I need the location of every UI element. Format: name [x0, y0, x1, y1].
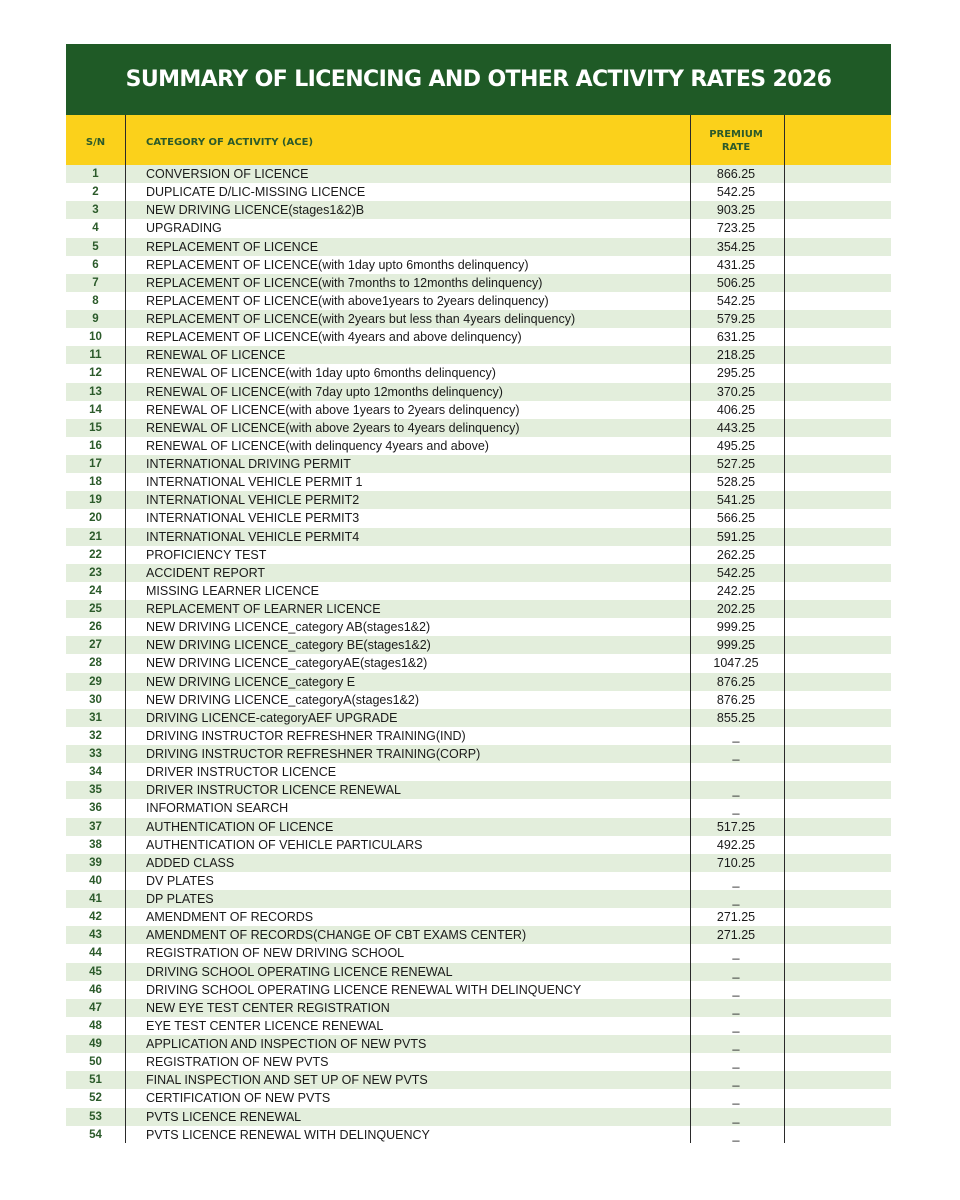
- row-category: AUTHENTICATION OF VEHICLE PARTICULARS: [146, 837, 423, 852]
- row-rate: _: [732, 801, 740, 816]
- row-rate: 354.25: [716, 239, 756, 254]
- row-sn: 3: [92, 204, 99, 217]
- row-category: NEW DRIVING LICENCE_categoryAE(stages1&2): [146, 656, 428, 671]
- row-sn: 25: [89, 603, 102, 616]
- row-category: AMENDMENT OF RECORDS: [146, 910, 314, 925]
- row-sn: 50: [89, 1056, 102, 1069]
- row-sn: 52: [89, 1092, 102, 1105]
- row-rate: _: [732, 1109, 740, 1124]
- row-sn: 23: [89, 566, 102, 579]
- row-sn: 53: [89, 1110, 102, 1123]
- table-row: [66, 564, 891, 582]
- header-rate-line2: RATE: [721, 142, 751, 153]
- table-row: [66, 383, 891, 401]
- row-sn: 54: [89, 1128, 102, 1141]
- row-sn: 5: [92, 240, 99, 253]
- row-sn: 22: [89, 548, 102, 561]
- row-sn: 6: [92, 258, 99, 271]
- row-sn: 33: [89, 748, 102, 761]
- row-rate: _: [732, 946, 740, 961]
- row-category: RENEWAL OF LICENCE: [146, 348, 286, 363]
- row-sn: 48: [89, 1019, 102, 1032]
- row-sn: 28: [89, 657, 102, 670]
- row-sn: 21: [89, 530, 102, 543]
- header-premium-rate: [691, 128, 781, 154]
- row-rate: 542.25: [716, 565, 756, 580]
- row-sn: 4: [92, 222, 99, 235]
- table-row: [66, 1071, 891, 1089]
- row-category: REPLACEMENT OF LICENCE(with 7months to 12months delinquency): [146, 275, 543, 290]
- row-sn: 24: [89, 584, 102, 597]
- row-rate: _: [732, 1037, 740, 1052]
- table-row: [66, 618, 891, 636]
- row-sn: 49: [89, 1038, 102, 1051]
- row-category: APPLICATION AND INSPECTION OF NEW PVTS: [146, 1037, 427, 1052]
- table-row: [66, 1108, 891, 1126]
- row-category: FINAL INSPECTION AND SET UP OF NEW PVTS: [146, 1073, 428, 1088]
- table-row: [66, 763, 891, 781]
- table-body: [66, 165, 891, 1144]
- column-divider-sn: [125, 115, 126, 1143]
- row-category: EYE TEST CENTER LICENCE RENEWAL: [146, 1018, 384, 1033]
- table-row: [66, 582, 891, 600]
- row-rate: 370.25: [716, 384, 756, 399]
- row-category: NEW DRIVING LICENCE_category AB(stages1&2): [146, 620, 431, 635]
- row-sn: 37: [89, 820, 102, 833]
- row-sn: 44: [89, 947, 102, 960]
- row-category: CONVERSION OF LICENCE: [146, 167, 309, 182]
- row-rate: _: [732, 1091, 740, 1106]
- table-row: [66, 346, 891, 364]
- row-rate: 1047.25: [713, 656, 759, 671]
- row-category: DV PLATES: [146, 873, 214, 888]
- row-sn: 39: [89, 856, 102, 869]
- row-rate: 295.25: [716, 366, 756, 381]
- row-category: NEW DRIVING LICENCE_category BE(stages1&2): [146, 638, 431, 653]
- row-sn: 31: [89, 711, 102, 724]
- row-sn: 2: [92, 186, 99, 199]
- row-rate: 218.25: [716, 348, 756, 363]
- header-sn: S/N: [85, 137, 106, 148]
- rates-sheet: [66, 44, 891, 1144]
- table-row: [66, 999, 891, 1017]
- row-category: RENEWAL OF LICENCE(with delinquency 4years and above): [146, 438, 489, 453]
- table-row: [66, 908, 891, 926]
- row-sn: 42: [89, 911, 102, 924]
- row-rate: 855.25: [716, 710, 756, 725]
- header-category: CATEGORY OF ACTIVITY (ACE): [146, 137, 314, 148]
- row-sn: 11: [89, 349, 102, 362]
- table-row: [66, 491, 891, 509]
- table-row: [66, 890, 891, 908]
- row-category: INTERNATIONAL DRIVING PERMIT: [146, 457, 351, 472]
- table-row: [66, 981, 891, 999]
- row-sn: 9: [92, 313, 99, 326]
- row-category: CERTIFICATION OF NEW PVTS: [146, 1091, 331, 1106]
- row-category: REPLACEMENT OF LEARNER LICENCE: [146, 602, 381, 617]
- title-bar: [66, 44, 891, 115]
- table-row: [66, 727, 891, 745]
- row-category: RENEWAL OF LICENCE(with 7day upto 12months delinquency): [146, 384, 503, 399]
- row-sn: 17: [89, 458, 102, 471]
- table-header: [66, 115, 891, 165]
- row-rate: 591.25: [716, 529, 756, 544]
- table-row: [66, 437, 891, 455]
- row-category: REGISTRATION OF NEW DRIVING SCHOOL: [146, 946, 405, 961]
- row-rate: _: [732, 892, 740, 907]
- row-rate: 903.25: [716, 203, 756, 218]
- table-row: [66, 818, 891, 836]
- table-row: [66, 654, 891, 672]
- row-category: NEW DRIVING LICENCE_categoryA(stages1&2): [146, 692, 420, 707]
- row-sn: 43: [89, 929, 102, 942]
- table-row: [66, 274, 891, 292]
- table-row: [66, 963, 891, 981]
- row-sn: 7: [92, 276, 99, 289]
- page-title: SUMMARY OF LICENCING AND OTHER ACTIVITY RATES 2026: [125, 67, 832, 92]
- row-sn: 47: [89, 1001, 102, 1014]
- table-row: [66, 854, 891, 872]
- row-rate: _: [732, 873, 740, 888]
- row-category: INTERNATIONAL VEHICLE PERMIT3: [146, 511, 360, 526]
- row-rate: _: [732, 1018, 740, 1033]
- row-rate: 528.25: [716, 475, 756, 490]
- table-row: [66, 1126, 891, 1144]
- row-category: DRIVER INSTRUCTOR LICENCE RENEWAL: [146, 783, 401, 798]
- row-sn: 32: [89, 729, 102, 742]
- row-category: NEW DRIVING LICENCE(stages1&2)B: [146, 203, 365, 218]
- table-row: [66, 292, 891, 310]
- row-sn: 14: [89, 403, 102, 416]
- row-rate: 443.25: [716, 420, 756, 435]
- row-category: INTERNATIONAL VEHICLE PERMIT 1: [146, 475, 363, 490]
- table-row: [66, 183, 891, 201]
- row-category: RENEWAL OF LICENCE(with above 1years to 2years delinquency): [146, 402, 520, 417]
- table-row: [66, 546, 891, 564]
- row-category: DRIVING SCHOOL OPERATING LICENCE RENEWAL: [146, 964, 453, 979]
- row-rate: 876.25: [716, 692, 756, 707]
- table-row: [66, 528, 891, 546]
- row-rate: 527.25: [716, 457, 756, 472]
- row-category: DRIVING LICENCE-categoryAEF UPGRADE: [146, 710, 398, 725]
- row-sn: 18: [89, 476, 102, 489]
- row-sn: 34: [89, 766, 102, 779]
- table-row: [66, 256, 891, 274]
- row-rate: _: [732, 982, 740, 997]
- row-sn: 26: [89, 621, 102, 634]
- row-category: DRIVING INSTRUCTOR REFRESHNER TRAINING(CORP): [146, 747, 481, 762]
- row-rate: 866.25: [716, 167, 756, 182]
- column-divider-rate: [784, 115, 785, 1143]
- row-category: RENEWAL OF LICENCE(with 1day upto 6months delinquency): [146, 366, 496, 381]
- row-rate: 999.25: [716, 638, 756, 653]
- row-category: DUPLICATE D/LIC-MISSING LICENCE: [146, 185, 366, 200]
- row-sn: 19: [89, 494, 102, 507]
- table-row: [66, 1017, 891, 1035]
- row-rate: 492.25: [716, 837, 756, 852]
- row-rate: 631.25: [716, 330, 756, 345]
- row-category: AUTHENTICATION OF LICENCE: [146, 819, 334, 834]
- row-sn: 29: [89, 675, 102, 688]
- row-sn: 38: [89, 838, 102, 851]
- row-category: NEW EYE TEST CENTER REGISTRATION: [146, 1000, 390, 1015]
- row-rate: 999.25: [716, 620, 756, 635]
- row-sn: 51: [89, 1074, 102, 1087]
- row-rate: _: [732, 747, 740, 762]
- row-rate: 242.25: [716, 583, 756, 598]
- row-sn: 35: [89, 784, 102, 797]
- row-sn: 40: [89, 874, 102, 887]
- row-category: PROFICIENCY TEST: [146, 547, 267, 562]
- row-category: REPLACEMENT OF LICENCE: [146, 239, 319, 254]
- row-category: MISSING LEARNER LICENCE: [146, 583, 319, 598]
- row-category: ACCIDENT REPORT: [146, 565, 266, 580]
- row-rate: _: [732, 783, 740, 798]
- row-category: UPGRADING: [146, 221, 222, 236]
- table-row: [66, 1035, 891, 1053]
- table-row: [66, 165, 891, 183]
- table-row: [66, 872, 891, 890]
- row-rate: 506.25: [716, 275, 756, 290]
- table-row: [66, 926, 891, 944]
- row-category: ADDED CLASS: [146, 855, 235, 870]
- row-rate: _: [732, 728, 740, 743]
- row-category: PVTS LICENCE RENEWAL: [146, 1109, 302, 1124]
- table-row: [66, 238, 891, 256]
- row-rate: 495.25: [716, 438, 756, 453]
- row-category: RENEWAL OF LICENCE(with above 2years to 4years delinquency): [146, 420, 520, 435]
- table-row: [66, 509, 891, 527]
- row-category: REPLACEMENT OF LICENCE(with 2years but less than 4years delinquency): [146, 312, 576, 327]
- table-row: [66, 600, 891, 618]
- row-rate: 271.25: [716, 910, 756, 925]
- row-rate: 579.25: [716, 312, 756, 327]
- table-row: [66, 401, 891, 419]
- row-sn: 16: [89, 439, 102, 452]
- table-row: [66, 455, 891, 473]
- row-sn: 45: [89, 965, 102, 978]
- row-sn: 15: [89, 421, 102, 434]
- table-row: [66, 691, 891, 709]
- row-sn: 41: [89, 893, 102, 906]
- table-row: [66, 799, 891, 817]
- row-category: DRIVER INSTRUCTOR LICENCE: [146, 765, 337, 780]
- row-rate: 262.25: [716, 547, 756, 562]
- row-sn: 46: [89, 983, 102, 996]
- row-rate: 542.25: [716, 185, 756, 200]
- table-row: [66, 1089, 891, 1107]
- row-rate: 271.25: [716, 928, 756, 943]
- row-rate: 542.25: [716, 293, 756, 308]
- row-category: INTERNATIONAL VEHICLE PERMIT2: [146, 493, 360, 508]
- table-row: [66, 310, 891, 328]
- row-sn: 27: [89, 639, 102, 652]
- row-category: DRIVING SCHOOL OPERATING LICENCE RENEWAL WITH DELINQUENCY: [146, 982, 582, 997]
- header-rate-line1: PREMIUM: [709, 129, 763, 140]
- table-row: [66, 944, 891, 962]
- row-category: INTERNATIONAL VEHICLE PERMIT4: [146, 529, 360, 544]
- row-sn: 8: [92, 294, 99, 307]
- row-sn: 1: [92, 168, 99, 181]
- row-category: NEW DRIVING LICENCE_category E: [146, 674, 356, 689]
- row-rate: 566.25: [716, 511, 756, 526]
- table-row: [66, 836, 891, 854]
- row-rate: _: [732, 1073, 740, 1088]
- table-row: [66, 473, 891, 491]
- table-row: [66, 219, 891, 237]
- row-sn: 30: [89, 693, 102, 706]
- row-rate: 517.25: [716, 819, 756, 834]
- row-rate: _: [732, 964, 740, 979]
- table-row: [66, 419, 891, 437]
- row-category: PVTS LICENCE RENEWAL WITH DELINQUENCY: [146, 1127, 430, 1142]
- table-row: [66, 673, 891, 691]
- row-category: REGISTRATION OF NEW PVTS: [146, 1055, 329, 1070]
- table-row: [66, 201, 891, 219]
- row-rate: 541.25: [716, 493, 756, 508]
- row-category: DRIVING INSTRUCTOR REFRESHNER TRAINING(IND): [146, 728, 466, 743]
- row-category: DP PLATES: [146, 892, 214, 907]
- table-row: [66, 328, 891, 346]
- row-rate: 406.25: [716, 402, 756, 417]
- row-rate: 202.25: [716, 602, 756, 617]
- row-rate: _: [732, 1000, 740, 1015]
- row-rate: 710.25: [716, 855, 756, 870]
- row-category: AMENDMENT OF RECORDS(CHANGE OF CBT EXAMS CENTER): [146, 928, 527, 943]
- row-sn: 36: [89, 802, 102, 815]
- row-rate: 431.25: [716, 257, 756, 272]
- row-sn: 13: [89, 385, 102, 398]
- row-category: INFORMATION SEARCH: [146, 801, 289, 816]
- row-category: REPLACEMENT OF LICENCE(with above1years to 2years delinquency): [146, 293, 549, 308]
- table-row: [66, 745, 891, 763]
- row-rate: 723.25: [716, 221, 756, 236]
- row-category: REPLACEMENT OF LICENCE(with 1day upto 6months delinquency): [146, 257, 529, 272]
- table-row: [66, 709, 891, 727]
- table-row: [66, 781, 891, 799]
- row-sn: 12: [89, 367, 102, 380]
- table-row: [66, 1053, 891, 1071]
- row-rate: 876.25: [716, 674, 756, 689]
- row-sn: 20: [89, 512, 102, 525]
- column-divider-category: [690, 115, 691, 1143]
- row-rate: _: [732, 1055, 740, 1070]
- row-rate: _: [732, 1127, 740, 1142]
- table-row: [66, 636, 891, 654]
- row-sn: 10: [89, 331, 102, 344]
- table-row: [66, 364, 891, 382]
- row-category: REPLACEMENT OF LICENCE(with 4years and above delinquency): [146, 330, 522, 345]
